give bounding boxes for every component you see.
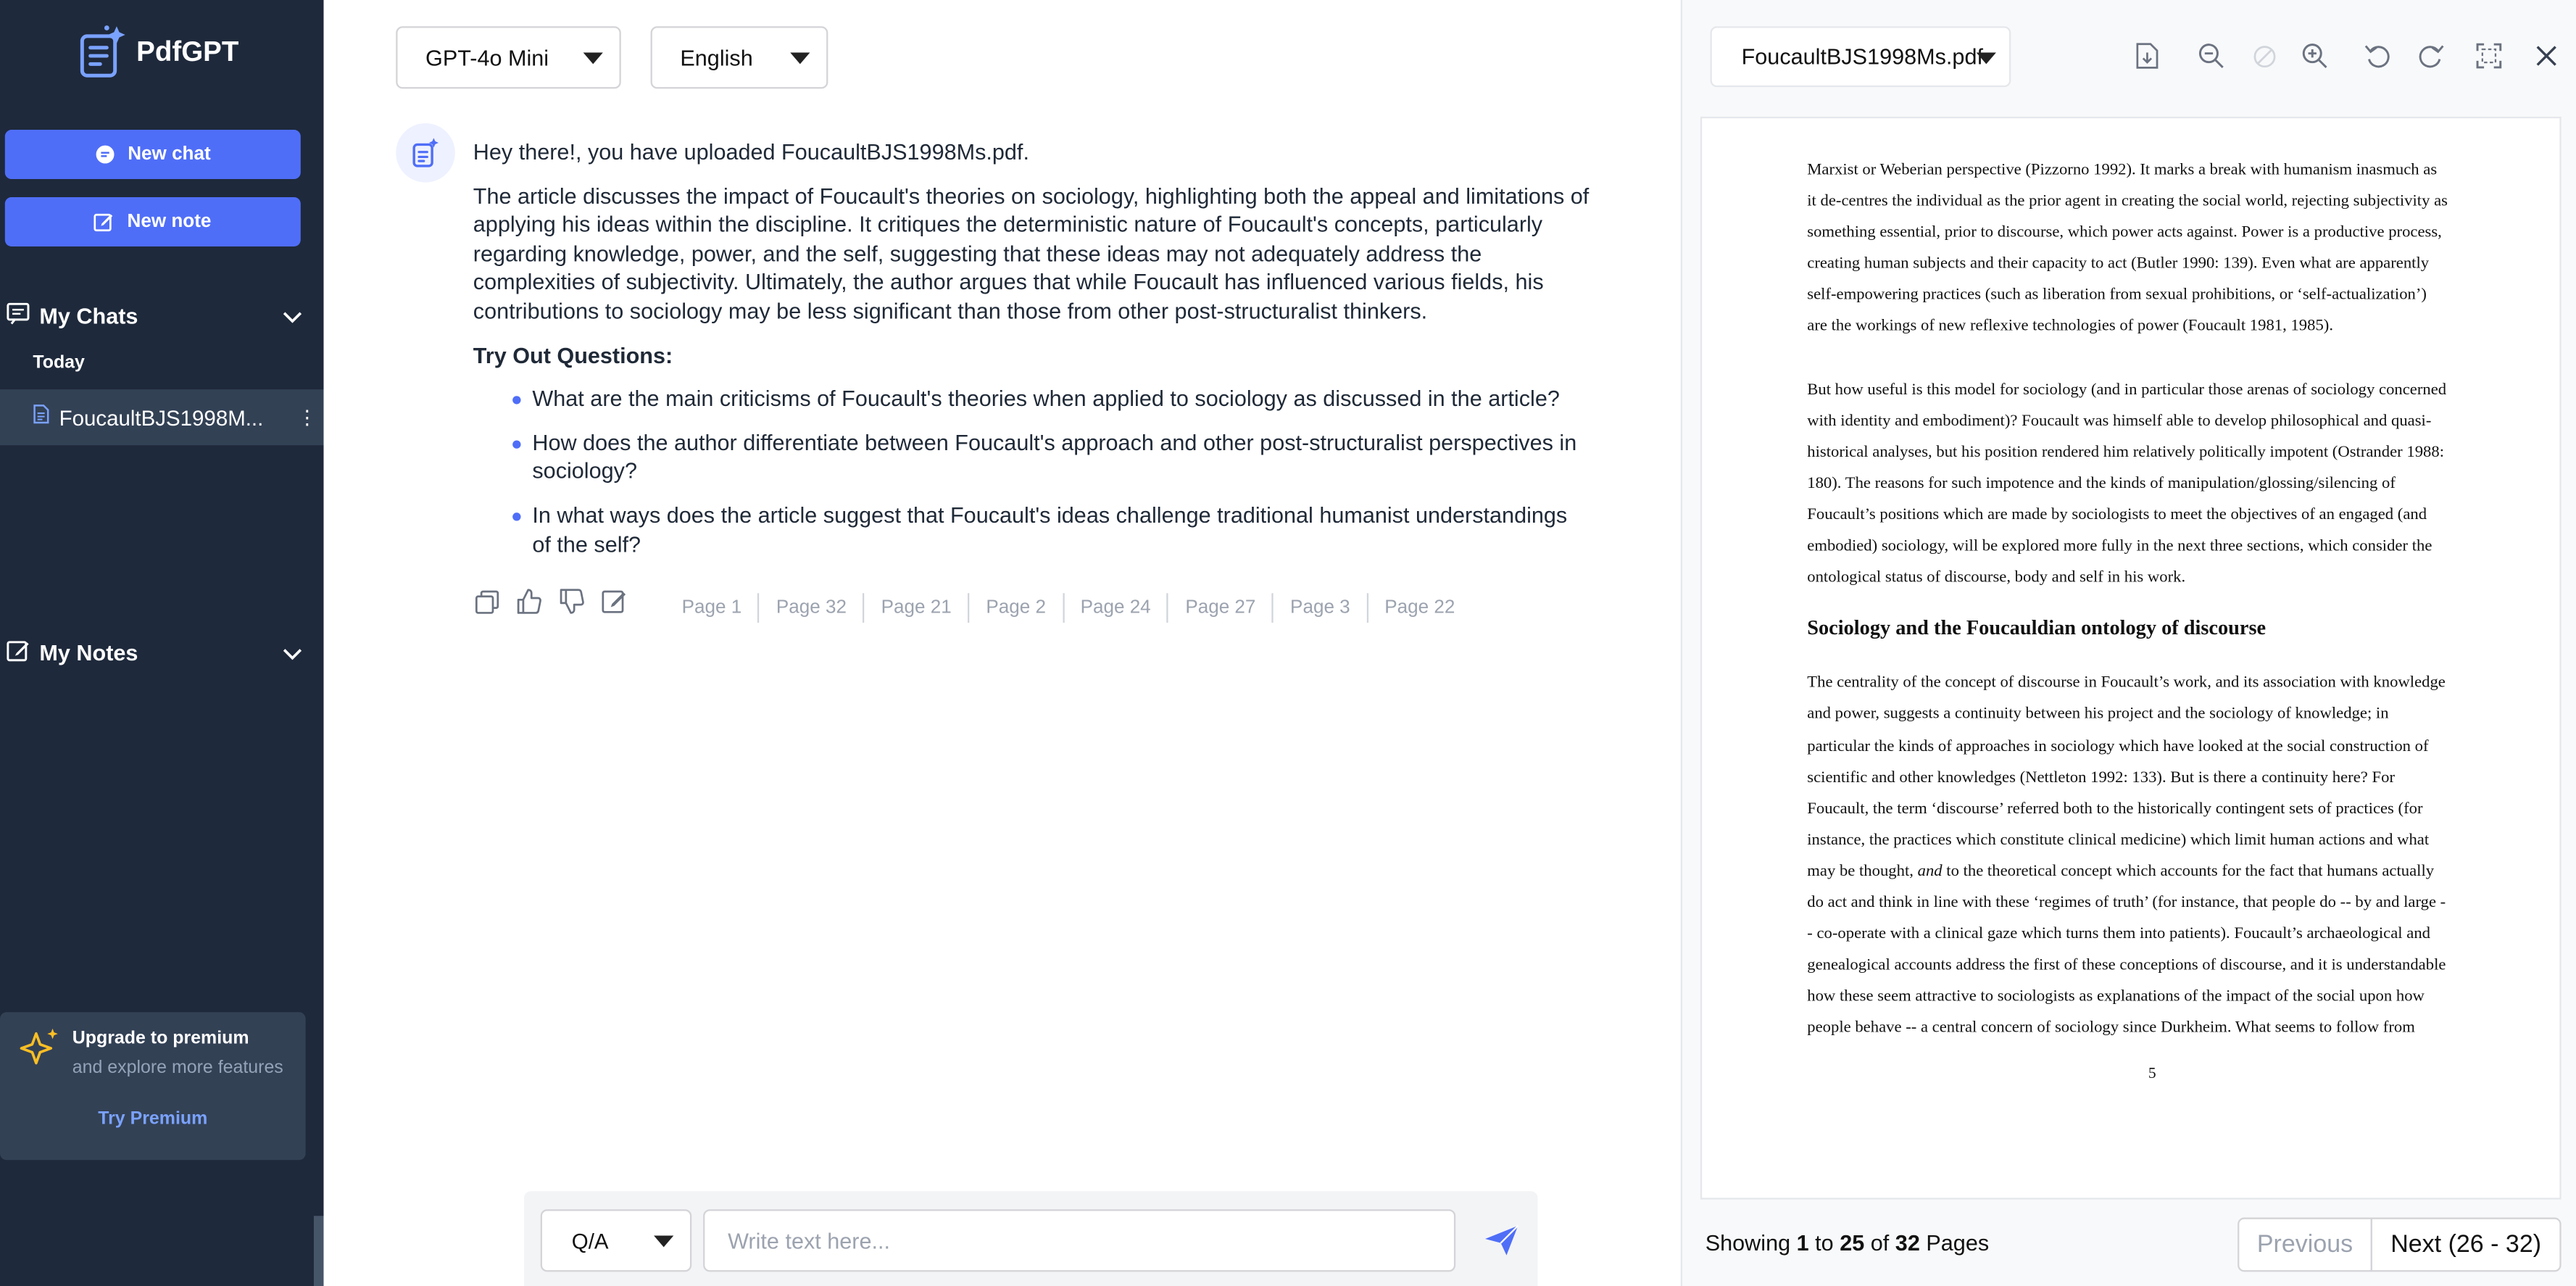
model-select[interactable] xyxy=(396,26,621,88)
message-greeting: Hey there!, you have uploaded FoucaultBJS1998Ms.pdf. xyxy=(473,139,1029,165)
pdf-page-number: 5 xyxy=(2148,1067,2156,1084)
pdf-line: - co-operate with a clinical gaze which turns them into patients). Foucault’s archaeological and xyxy=(1807,925,2431,944)
today-label: Today xyxy=(33,353,85,373)
page-reference-link[interactable]: Page 2 xyxy=(970,593,1064,623)
chevron-down-icon[interactable] xyxy=(283,303,302,328)
my-notes-section[interactable] xyxy=(7,634,302,671)
thumbs-down-icon[interactable] xyxy=(557,586,586,616)
message-input[interactable] xyxy=(703,1209,1455,1272)
try-premium-link[interactable]: Try Premium xyxy=(98,1108,208,1129)
pdf-line: it de-centres the individual as the prior agent in creating the social world, rejecting subjectivity as xyxy=(1807,192,2448,211)
pdf-line: embodied) sociology, will be explored more fully in the next three sections, which consider the xyxy=(1807,537,2432,556)
my-chats-section[interactable] xyxy=(7,297,302,333)
my-chats-label: My Chats xyxy=(39,303,138,328)
download-icon[interactable] xyxy=(2132,41,2162,71)
new-chat-label: New chat xyxy=(128,144,211,165)
page-range-info xyxy=(1705,1231,1989,1256)
pdf-line-part: may be thought, xyxy=(1807,862,1918,881)
next-button[interactable]: Next (26 - 32) xyxy=(2371,1218,2562,1272)
new-note-label: New note xyxy=(127,212,212,232)
pdf-line: 180). The reasons for such impotence and the kinds of manipulation/glossing/silencing of xyxy=(1807,474,2396,493)
pdf-line: historical analyses, but his position rendered him relatively politically impotent (Ostrander 1988: xyxy=(1807,443,2445,462)
range-to: 25 xyxy=(1840,1230,1865,1256)
file-select-value: FoucaultBJS1998Ms.pdf xyxy=(1741,44,1983,70)
pdf-line: scientific and other knowledges (Nettleton 1992: 133). But is there a continuity here? For xyxy=(1807,768,2395,787)
pdf-line: and power, suggests a continuity between his project and the sociology of knowledge; in xyxy=(1807,705,2389,724)
caret-down-icon xyxy=(583,53,603,65)
model-select-value: GPT-4o Mini xyxy=(425,45,549,70)
pdf-viewer xyxy=(1681,0,2576,1286)
pdf-line: genealogical accounts address the first of these conceptions of discourse, and it is understandable xyxy=(1807,956,2446,975)
more-options-icon[interactable]: ⋮ xyxy=(297,405,317,429)
previous-button[interactable]: Previous xyxy=(2238,1218,2372,1272)
promo-subtitle: and explore more features xyxy=(72,1058,283,1078)
page-reference-link[interactable]: Page 24 xyxy=(1064,593,1169,623)
pdf-page xyxy=(1700,117,2562,1200)
page-reference-link[interactable]: Page 1 xyxy=(665,593,760,623)
document-icon xyxy=(33,402,49,432)
range-from: 1 xyxy=(1796,1230,1809,1256)
mode-select-value: Q/A xyxy=(571,1228,609,1253)
pdf-line: self-empowering practices (such as liberation from sexual prohibitions, or ‘self-actualization’) xyxy=(1807,286,2427,305)
zoom-out-icon[interactable] xyxy=(2196,41,2226,71)
new-note-button[interactable] xyxy=(5,197,301,246)
edit-note-icon xyxy=(94,212,114,231)
chat-bubble-icon xyxy=(95,144,115,164)
caret-down-icon xyxy=(654,1235,673,1247)
pdf-line: people behave -- a central concern of sociology since Durkheim. What seems to follow from xyxy=(1807,1019,2415,1038)
page-reference-link[interactable]: Page 27 xyxy=(1169,593,1274,623)
thumbs-up-icon[interactable] xyxy=(514,586,544,616)
pdf-line: are the workings of new reflexive technologies of power (Foucault 1981, 1985). xyxy=(1807,318,2333,336)
bot-avatar xyxy=(396,123,455,183)
suggested-question[interactable]: What are the main criticisms of Foucault's theories when applied to sociology as discussed in the article? xyxy=(512,385,1590,414)
pdf-italic-word: and xyxy=(1917,862,1943,881)
assistant-message xyxy=(473,138,1590,573)
pdf-section-heading: Sociology and the Foucauldian ontology of discourse xyxy=(1807,616,2267,640)
pdf-line: do act and think in line with these ‘regimes of truth’ (for instance, that people do -- by and large - xyxy=(1807,893,2446,912)
copy-icon[interactable] xyxy=(472,586,502,616)
notes-icon xyxy=(7,639,30,667)
my-notes-label: My Notes xyxy=(39,639,138,665)
suggested-question[interactable]: How does the author differentiate between Foucault's approach and other post-structuralist perspectives in sociology? xyxy=(512,428,1590,486)
pdf-line: ontological status of discourse, body and self in his work. xyxy=(1807,568,2186,587)
send-icon[interactable] xyxy=(1484,1224,1520,1266)
suggested-question[interactable]: In what ways does the article suggest that Foucault's ideas challenge traditional humanist understandings of the self? xyxy=(512,501,1590,559)
add-note-icon[interactable] xyxy=(599,586,629,616)
pdf-line: Marxist or Weberian perspective (Pizzorno 1992). It marks a break with humanism inasmuch as xyxy=(1807,161,2438,180)
message-actions xyxy=(472,586,630,616)
pdf-line: instance, the practices which constitute clinical medicine) which limit human actions and what xyxy=(1807,831,2430,850)
file-select[interactable] xyxy=(1711,26,2011,87)
caret-down-icon xyxy=(1977,53,1996,65)
page-references xyxy=(665,593,1471,623)
pdf-line-part: to the theoretical concept which accounts for the fact that humans actually xyxy=(1942,862,2435,881)
rotate-right-icon[interactable] xyxy=(2417,41,2446,71)
pdf-line: The centrality of the concept of discourse in Foucault’s work, and its association with knowledge xyxy=(1807,674,2446,692)
pdf-line: how these seem attractive to sociologists as explanations of the impact of the social upon how xyxy=(1807,987,2425,1006)
pdf-page-text xyxy=(1807,154,2497,1084)
sparkle-icon xyxy=(17,1025,62,1079)
range-text: to xyxy=(1808,1230,1840,1256)
range-text: Showing xyxy=(1705,1230,1797,1256)
new-chat-button[interactable] xyxy=(5,130,301,179)
chats-icon xyxy=(7,302,30,330)
message-composer xyxy=(524,1191,1537,1286)
pdf-line: Foucault, the term ‘discourse’ referred both to the historically contingent sets of practices (for xyxy=(1807,800,2423,818)
pdf-line: something essential, prior to discourse, which power acts against. Power is a productive process, xyxy=(1807,223,2442,242)
page-reference-link[interactable]: Page 22 xyxy=(1384,598,1455,618)
pdf-line: But how useful is this model for sociology (and in particular those arenas of sociology concerned xyxy=(1807,381,2447,399)
close-icon[interactable] xyxy=(2532,41,2562,71)
language-select-value: English xyxy=(680,45,753,70)
pdf-line: Foucault’s positions which are made by sociologists to meet the objectives of an engaged (and xyxy=(1807,506,2427,525)
rotate-left-icon[interactable] xyxy=(2362,41,2392,71)
suggested-questions xyxy=(473,385,1590,559)
pdf-line xyxy=(1807,856,2497,887)
message-summary: The article discusses the impact of Foucault's theories on sociology, highlighting both the appeal and limitations of applying his ideas within the discipline. It critiques the deterministic nature of Foucault's concepts, particularly regarding knowledge, power, and the self, suggesting that these ideas may not adequately address the complexities of subjectivity. Ultimately, the author argues that while Foucault has influenced various fields, his contributions to sociology may be less significant than those from other post-structuralist thinkers. xyxy=(473,183,1590,324)
promo-title: Upgrade to premium xyxy=(72,1028,249,1049)
fullscreen-icon[interactable] xyxy=(2474,41,2504,71)
sidebar xyxy=(0,0,324,1286)
pdf-line: with identity and embodiment)? Foucault was himself able to develop philosophical and quasi- xyxy=(1807,412,2432,431)
pdf-line: particular the kinds of approaches in sociology which have looked at the social construction of xyxy=(1807,737,2429,755)
chevron-down-icon[interactable] xyxy=(283,640,302,665)
upgrade-promo xyxy=(0,1012,306,1160)
chat-list-item[interactable] xyxy=(0,389,324,445)
brand-logo[interactable] xyxy=(78,23,239,83)
pdfgpt-logo-icon xyxy=(78,23,130,83)
sidebar-scrollbar[interactable] xyxy=(314,1216,324,1286)
chat-item-name: FoucaultBJS1998M... xyxy=(59,405,264,430)
reset-zoom-icon[interactable] xyxy=(2249,41,2279,71)
language-select[interactable] xyxy=(651,26,828,88)
pdf-paragraph-gap xyxy=(1807,343,2497,374)
page-reference-link[interactable]: Page 3 xyxy=(1274,593,1368,623)
caret-down-icon xyxy=(790,53,810,65)
page-reference-link[interactable]: Page 21 xyxy=(865,593,970,623)
range-text: of xyxy=(1864,1230,1895,1256)
range-text: Pages xyxy=(1919,1230,1990,1256)
questions-heading: Try Out Questions: xyxy=(473,342,673,368)
brand-name: PdfGPT xyxy=(136,36,239,67)
zoom-in-icon[interactable] xyxy=(2300,41,2330,71)
bot-icon xyxy=(411,136,441,169)
mode-select[interactable] xyxy=(541,1209,692,1272)
pdf-line: creating human subjects and their capacity to act (Butler 1990: 139). Even what are apparently xyxy=(1807,254,2430,273)
page-reference-link[interactable]: Page 32 xyxy=(760,593,865,623)
range-total: 32 xyxy=(1895,1230,1920,1256)
